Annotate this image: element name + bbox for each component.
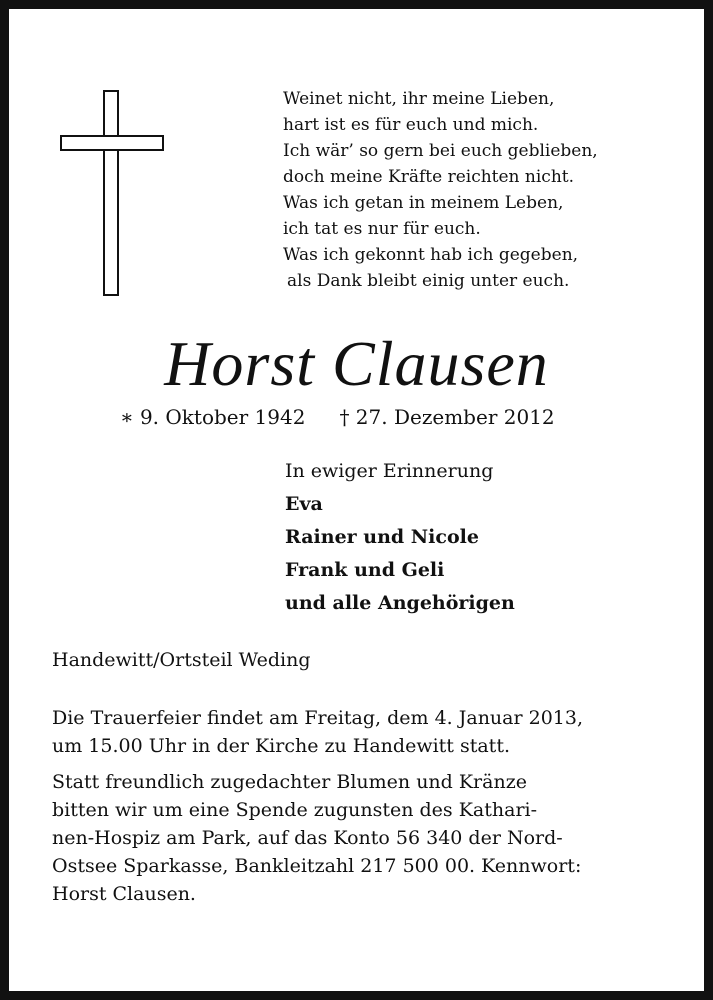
deceased-name: Horst Clausen (164, 328, 549, 399)
poem-line: Weinet nicht, ihr meine Lieben, (283, 89, 555, 109)
place-line: Handewitt/Ortsteil Weding (52, 649, 311, 671)
poem-line: Was ich getan in meinem Leben, (283, 193, 564, 213)
poem-line: hart ist es für euch und mich. (283, 115, 539, 135)
donation-line: Ostsee Sparkasse, Bankleitzahl 217 500 00. Kennwort: (52, 855, 582, 877)
birth-date: ∗ 9. Oktober 1942 (120, 405, 306, 429)
poem-line: Ich wär’ so gern bei euch geblieben, (283, 141, 598, 161)
donation-line: Statt freundlich zugedachter Blumen und Kränze (52, 771, 527, 793)
mourner-name: Rainer und Nicole (285, 526, 479, 548)
mourner-name: und alle Angehörigen (285, 592, 515, 614)
poem (283, 86, 643, 294)
poem-line: als Dank bleibt einig unter euch. (287, 271, 570, 291)
life-dates (120, 403, 640, 431)
mourners-list (285, 455, 665, 620)
mourner-name: Eva (285, 493, 323, 515)
death-date: † 27. Dezember 2012 (339, 405, 555, 429)
donation-line: Horst Clausen. (52, 883, 196, 905)
funeral-line: Die Trauerfeier findet am Freitag, dem 4. Januar 2013, (52, 707, 584, 729)
funeral-line: um 15.00 Uhr in der Kirche zu Handewitt statt. (52, 735, 510, 757)
funeral-info (52, 704, 660, 760)
donation-line: bitten wir um eine Spende zugunsten des Kathari- (52, 799, 538, 821)
poem-line: ich tat es nur für euch. (283, 219, 481, 239)
cross-icon (60, 90, 164, 296)
poem-line: doch meine Kräfte reichten nicht. (283, 167, 575, 187)
mourner-name: Frank und Geli (285, 559, 445, 581)
donation-line: nen-Hospiz am Park, auf das Konto 56 340 der Nord- (52, 827, 563, 849)
mourners-intro: In ewiger Erinnerung (285, 460, 494, 482)
donation-info (52, 768, 660, 908)
poem-line: Was ich gekonnt hab ich gegeben, (283, 245, 579, 265)
